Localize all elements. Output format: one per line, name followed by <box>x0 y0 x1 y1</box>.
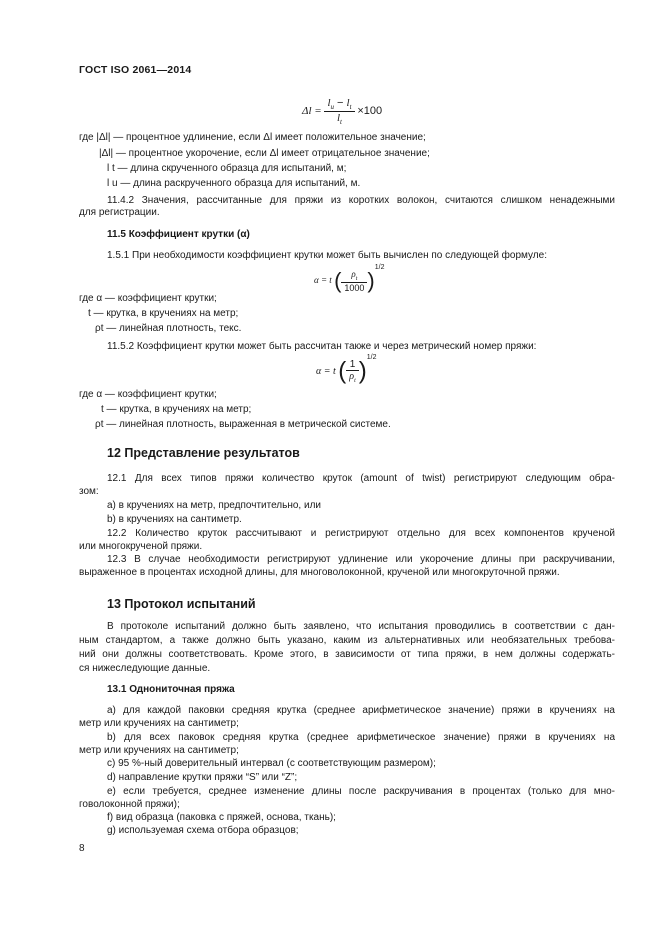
paragraph-12-1-line: зом: <box>79 486 99 497</box>
paragraph-13-line: ным стандартом, а также должно быть указано, каким из альтернативных или необязательных требова- <box>79 635 615 646</box>
where-line: ρt — линейная плотность, выраженная в метрической системе. <box>95 419 391 430</box>
formula3-paren-open: ( <box>338 357 347 385</box>
where-line: ρt — линейная плотность, текс. <box>95 323 242 334</box>
formula-den-sub: t <box>340 118 342 127</box>
formula3-lhs: α = t <box>316 366 336 377</box>
paragraph-13-line: ся нижеследующие данные. <box>79 663 211 674</box>
formula-lhs: Δl = <box>302 105 322 118</box>
paragraph-12-3-line: 12.3 В случае необходимости регистрируют удлинение или укорочение длины при раскручивании, <box>107 554 615 565</box>
formula-num-a: l <box>327 97 331 109</box>
formula3-exponent: 1/2 <box>366 354 377 361</box>
formula2-fraction <box>341 269 367 293</box>
formula-elongation <box>302 97 382 126</box>
formula-num-b-sub: t <box>349 103 352 112</box>
paragraph-11-4-2-line: 11.4.2 Значения, рассчитанные для пряжи из коротких волокон, считаются слишком ненадежными <box>107 195 615 206</box>
formula3-den-sub: t <box>354 378 356 385</box>
list-item: f) вид образца (паковка с пряжей, основа, ткань); <box>107 812 336 823</box>
formula-num-a-sub: u <box>330 103 334 112</box>
where-line: где α — коэффициент крутки; <box>79 389 217 400</box>
formula2-paren-close: ) <box>367 267 375 293</box>
list-item: метр или кручениях на сантиметр; <box>79 745 239 756</box>
list-item: говолоконной пряжи); <box>79 799 180 810</box>
page-number: 8 <box>79 843 85 854</box>
formula2-den: 1000 <box>344 282 365 293</box>
formula3-fraction <box>346 359 358 384</box>
list-item: e) если требуется, среднее изменение длины после раскручивания в процентах (только для мно- <box>107 786 615 797</box>
formula2-paren-open: ( <box>334 267 342 293</box>
list-item: b) в кручениях на сантиметр. <box>107 514 242 525</box>
paragraph-11-5-1: 1.5.1 При необходимости коэффициент крутки может быть вычислен по следующей формуле: <box>107 250 547 261</box>
list-item: a) в кручениях на метр, предпочтительно, или <box>107 500 321 511</box>
formula-twist-factor <box>314 264 384 294</box>
paragraph-11-5-2: 11.5.2 Коэффициент крутки может быть рассчитан также и через метрический номер пряжи: <box>107 341 537 352</box>
where-line: где α — коэффициент крутки; <box>79 293 217 304</box>
list-item: метр или кручениях на сантиметр; <box>79 718 239 729</box>
heading-13: 13 Протокол испытаний <box>107 597 256 611</box>
formula-den: l <box>336 112 341 125</box>
where-line: где |Δl| — процентное удлинение, если Δl имеет положительное значение; <box>79 132 426 143</box>
formula-minus: − <box>334 97 347 109</box>
formula2-lhs: α = t <box>314 275 332 285</box>
formula2-num-sub: t <box>355 275 358 282</box>
paragraph-11-4-2-line: для регистрации. <box>79 207 160 218</box>
where-line: t — крутка, в кручениях на метр; <box>88 308 239 319</box>
formula2-num: ρ <box>351 269 356 280</box>
list-item: g) используемая схема отбора образцов; <box>107 825 299 836</box>
paragraph-12-1-line: 12.1 Для всех типов пряжи количество круток (amount of twist) регистрируют следующим обра- <box>107 473 615 484</box>
formula2-exponent: 1/2 <box>374 264 385 271</box>
heading-12: 12 Представление результатов <box>107 446 300 460</box>
where-line: t — крутка, в кручениях на метр; <box>101 404 252 415</box>
heading-11-5: 11.5 Коэффициент крутки (α) <box>107 229 250 240</box>
heading-13-1: 13.1 Однониточная пряжа <box>107 684 235 695</box>
formula-num-b: l <box>346 97 350 109</box>
list-item: d) направление крутки пряжи “S” или “Z”; <box>107 772 298 783</box>
list-item: c) 95 %-ный доверительный интервал (с соответствующим размером); <box>107 758 436 769</box>
formula-tail: ×100 <box>357 105 383 118</box>
standard-header: ГОСТ ISO 2061—2014 <box>79 64 192 76</box>
list-item: b) для всех паковок средняя крутка (среднее арифметическое значение) пряжи в кручениях на <box>107 732 615 743</box>
where-line: l u — длина раскрученного образца для испытаний, м. <box>107 178 361 189</box>
where-line: |Δl| — процентное укорочение, если Δl имеет отрицательное значение; <box>99 148 430 159</box>
formula3-num: 1 <box>346 359 358 371</box>
paragraph-13-line: В протоколе испытаний должно быть заявлено, что испытания проводились в соответствии с дан- <box>107 621 615 632</box>
formula-twist-factor-metric <box>316 354 377 386</box>
where-line: l t — длина скрученного образца для испытаний, м; <box>107 163 347 174</box>
paragraph-13-line: ний они должны соответствовать. Кроме этого, в зависимости от типа пряжи, в нем должны содержать- <box>79 649 615 660</box>
paragraph-12-3-line: выраженное в процентах исходной длины, для многоволоконной, крученой или многокруточной пряжи. <box>79 567 560 578</box>
formula3-paren-close: ) <box>358 357 367 385</box>
paragraph-12-2-line: или многокрученой пряжи. <box>79 541 203 552</box>
formula3-den: ρ <box>349 371 355 383</box>
formula-fraction <box>324 97 354 126</box>
paragraph-12-2-line: 12.2 Количество круток рассчитывают и регистрируют отдельно для всех компонентов крученой <box>107 528 615 539</box>
list-item: a) для каждой паковки средняя крутка (среднее арифметическое значение) пряжи в кручениях на <box>107 705 615 716</box>
